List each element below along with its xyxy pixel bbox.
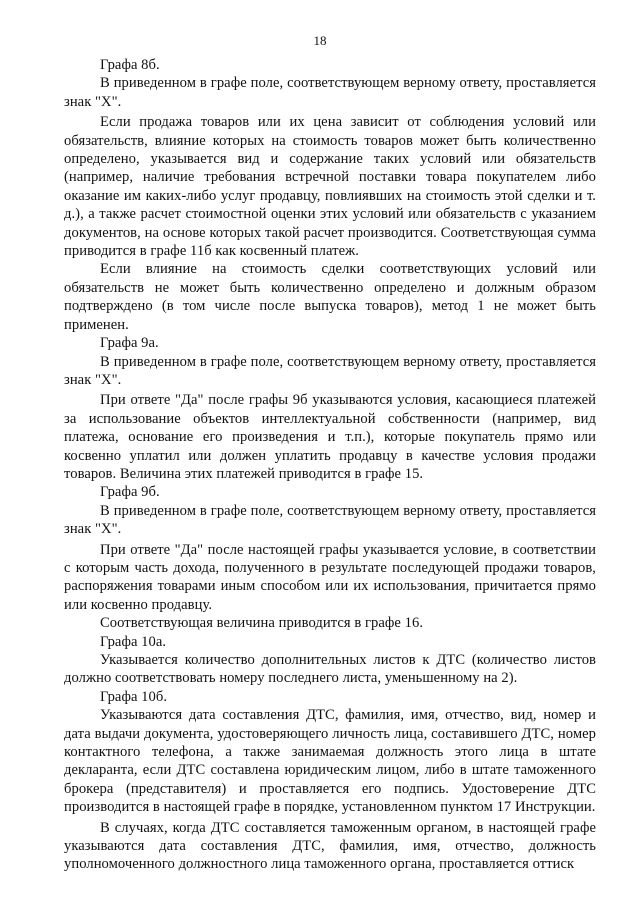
section-heading-8b: Графа 8б.	[100, 57, 160, 73]
paragraph: В приведенном в графе поле, соответствующем верному ответу, проставляется знак "X".	[64, 353, 596, 388]
section-heading-10a: Графа 10а.	[100, 633, 167, 650]
paragraph: Указываются дата составления ДТС, фамилия, имя, отчество, вид, номер и дата выдачи документа, удостоверяющего личность лица, составившего ДТС, номер контактного телефона, а также занимаемая должность этого лица в штате декларанта, если ДТС составлена юридическим лицом, либо в штате таможенного брокера (представителя) и проставляется его подпись. Удостоверение ДТС производится в настоящей графе в порядке, установленном пунктом 17 Инструкции.	[64, 707, 596, 816]
paragraph: Указывается количество дополнительных листов к ДТС (количество листов должно соответствовать номеру последнего листа, уменьшенному на 2).	[64, 652, 596, 687]
paragraph: Соответствующая величина приводится в графе 16.	[100, 615, 424, 632]
paragraph: В приведенном в графе поле, соответствующем верному ответу, проставляется знак "X".	[64, 502, 596, 538]
section-heading-9a: Графа 9а.	[100, 335, 159, 352]
page-number: 18	[313, 33, 327, 48]
paragraph: Если продажа товаров или их цена зависит от соблюдения условий или обязательств, влияние которых на стоимость товаров может быть количественно определено, указывается вид и содержание таких условий или обязательств (например, наличие требования встречной поставки товара покупателем либо оказание им каких-либо услуг продавцу, повлиявших на стоимость этой сделки и т. д.), а также расчет стоимостной оценки этих условий или обязательств с указанием документов, на основе которых такой расчет производится. Соответствующая сумма приводится в графе 11б как косвенный платеж.	[64, 114, 596, 260]
paragraph: Если влияние на стоимость сделки соответствующих условий или обязательств не может быть количественно определено и должным образом подтверждено (в том числе после выпуска товаров), метод 1 не может быть применен.	[64, 261, 596, 333]
paragraph: В случаях, когда ДТС составляется таможенным органом, в настоящей графе указываются дата составления ДТС, фамилия, имя, отчество, должность уполномоченного должностного лица таможенного органа, проставляется оттиск	[64, 819, 596, 873]
paragraph: При ответе "Да" после графы 9б указываются условия, касающиеся платежей за использование объектов интеллектуальной собственности (например, вид платежа, основание его произведения и т.п.), которые покупатель прямо или косвенно уплатил или должен уплатить продавцу в качестве условия продажи товаров. Величина этих платежей приводится в графе 15.	[64, 392, 596, 482]
section-heading-10b: Графа 10б.	[100, 688, 168, 705]
page-body	[64, 56, 596, 874]
paragraph: При ответе "Да" после настоящей графы указывается условие, в соответствии с которым часть дохода, полученного в результате последующей продажи товаров, распоряжения товарами иным способом или их использования, причитается прямо или косвенно продавцу.	[64, 541, 596, 613]
section-heading-9b: Графа 9б.	[100, 484, 160, 501]
paragraph: В приведенном в графе поле, соответствующем верному ответу, проставляется знак "X".	[64, 75, 596, 110]
